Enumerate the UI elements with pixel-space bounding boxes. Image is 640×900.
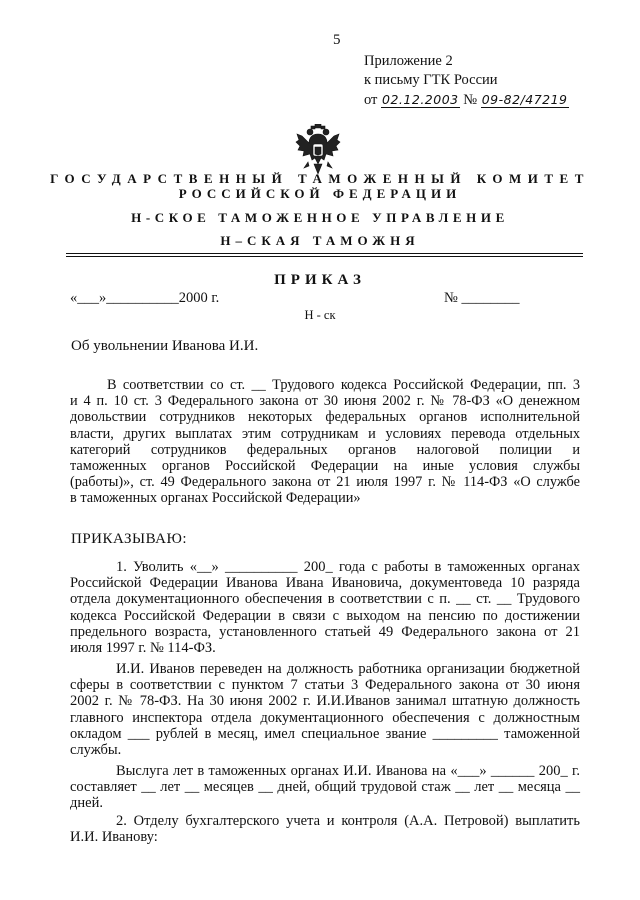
text-line: власти, других выплатах этим сотрудникам и условиях перевода отдельных [70, 425, 580, 442]
order-number-line: № ________ [444, 290, 520, 306]
org-name-line-1: ГОСУДАРСТВЕННЫЙ ТАМОЖЕННЫЙ КОМИТЕТ [50, 171, 590, 186]
text-line: главного инспектора отдела документационного обеспечения с должностным [70, 709, 580, 726]
appendix-line-1: Приложение 2 [364, 53, 453, 69]
text-line: предельного возраста, установленного статьей 49 Федерального закона от 21 [70, 623, 580, 640]
text-line: таможенных органов Российской Федерации на иные условия службы [70, 458, 580, 475]
item-1-paragraph [70, 559, 580, 656]
order-title: ПРИКАЗ [274, 272, 366, 288]
appendix-block [364, 52, 569, 110]
order-subject: Об увольнении Иванова И.И. [71, 338, 259, 354]
service-paragraph [70, 763, 580, 812]
header-rule-bottom [66, 256, 583, 257]
org-name-line-2: РОССИЙСКОЙ ФЕДЕРАЦИИ [178, 186, 462, 201]
text-line: В соответствии со ст. __ Трудового кодекса Российской Федерации, пп. 3 [107, 377, 580, 393]
text-line: Выслуга лет в таможенных органах И.И. Иванова на «___» ______ 200_ г. [116, 763, 580, 779]
appendix-line-3 [364, 90, 569, 110]
text-line: составляет __ лет __ месяцев __ дней, общий трудовой стаж __ лет __ месяца __ [70, 779, 580, 796]
header-rule-top [66, 253, 583, 254]
order-directive-word: ПРИКАЗЫВАЮ: [71, 531, 188, 547]
text-line: в таможенных органах Российской Федерации» [70, 490, 361, 507]
customs-office: Н–СКАЯ ТАМОЖНЯ [220, 233, 420, 248]
text-line: июля 1997 г. № 114-ФЗ. [70, 640, 216, 657]
text-line: Российской Федерации Иванова Ивана Ивановича, документоведа 10 разряда [70, 575, 580, 592]
text-line: 2. Отделу бухгалтерского учета и контроля (А.А. Петровой) выплатить [116, 813, 580, 829]
page-number: 5 [333, 32, 341, 48]
appendix-date: 02.12.2003 [382, 92, 459, 107]
appendix-line-2: к письму ГТК России [364, 72, 498, 88]
text-line: (работы)», ст. 49 Федерального закона от 21 июля 1997 г. № 114-ФЗ «О службе [70, 474, 580, 491]
text-line: 2002 г. № 78-ФЗ. На 30 июня 2002 г. И.И.Иванов занимал штатную должность [70, 693, 580, 710]
text-line: и 4 п. 10 ст. 3 Федерального закона от 30 июня 2002 г. № 78-ФЗ «О денежном [70, 393, 580, 410]
text-line: категорий сотрудников федеральных органов налоговой полиции и [70, 441, 580, 458]
text-line: довольствии сотрудников некоторых федеральных органов исполнительной [70, 409, 580, 426]
double-headed-eagle-emblem-icon [294, 124, 342, 176]
text-line: И.И. Иванову: [70, 829, 158, 846]
text-line: окладом ___ рублей в месяц, имел специальное звание _________ таможенной [70, 725, 580, 742]
appendix-no: № [463, 92, 478, 108]
transfer-paragraph [70, 661, 580, 758]
text-line: дней. [70, 795, 103, 812]
preamble-paragraph [70, 377, 580, 507]
text-line: сферы в соответствии с пунктом 7 статьи 3 Федерального закона от 30 июня [70, 677, 580, 694]
text-line: кодекса Российской Федерации в связи с выходом на пенсию по достижении [70, 607, 580, 624]
appendix-from: от [364, 92, 378, 108]
text-line: 1. Уволить «__» __________ 200_ года с работы в таможенных органах [116, 559, 580, 575]
text-line: отдела документационного обеспечения в соответствии с п. __ ст. __ Трудового [70, 591, 580, 608]
order-date-line: «___»__________2000 г. [70, 290, 220, 306]
text-line: И.И. Иванов переведен на должность работника организации бюджетной [116, 661, 580, 677]
regional-administration: Н-СКОЕ ТАМОЖЕННОЕ УПРАВЛЕНИЕ [131, 210, 509, 225]
order-city: Н - ск [304, 308, 336, 322]
item-2-paragraph [70, 813, 580, 845]
text-line: службы. [70, 742, 122, 759]
appendix-number: 09-82/47219 [481, 92, 568, 107]
